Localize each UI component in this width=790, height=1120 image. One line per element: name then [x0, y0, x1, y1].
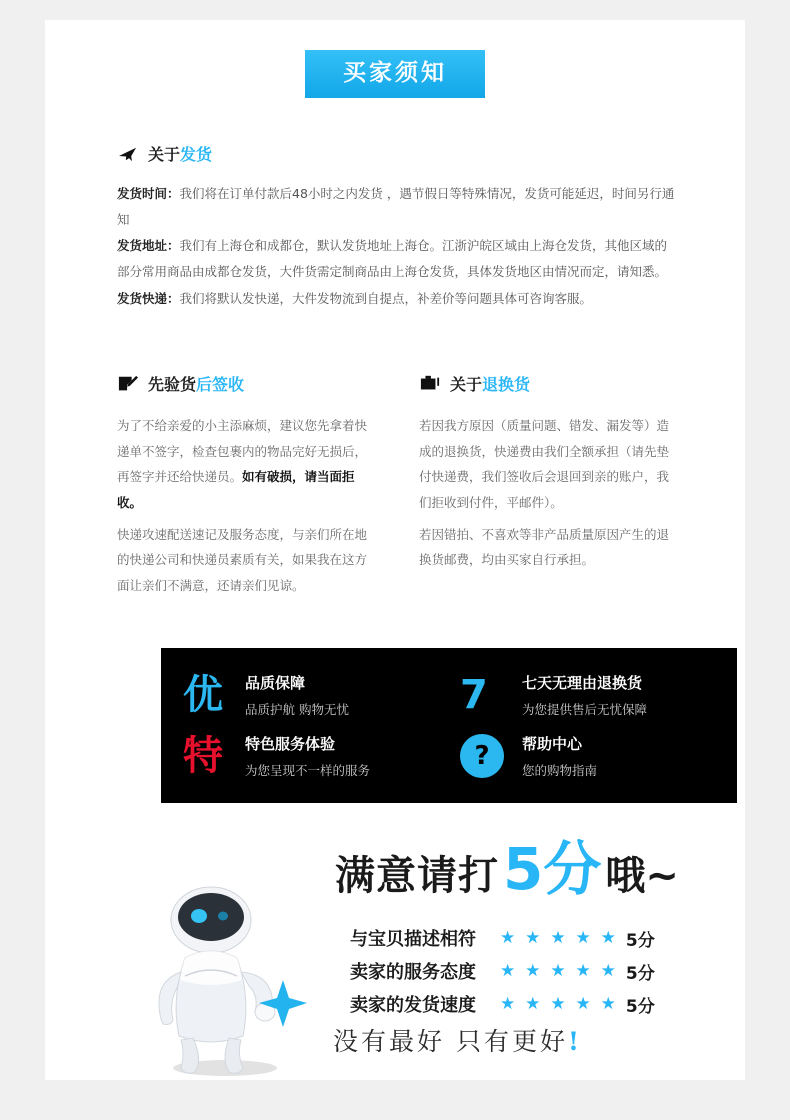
rating-row-label: 卖家的服务态度 — [350, 962, 476, 983]
return-heading-highlight: 退换货 — [482, 375, 531, 394]
inspect-paragraph — [117, 413, 377, 516]
feature-panel — [161, 648, 737, 803]
rating-row-score: 5分 — [625, 930, 655, 951]
feature-subtitle: 为您提供售后无忧保障 — [522, 701, 648, 717]
return-body — [419, 413, 679, 573]
rating-title-a: 满意请打 — [335, 853, 499, 899]
return-heading — [419, 372, 679, 395]
shipping-section — [117, 142, 677, 312]
question-mark-icon: ? — [460, 734, 504, 778]
rating-title-b: 5分 — [503, 835, 602, 903]
slogan — [333, 1022, 582, 1058]
rating-row-label: 卖家的发货速度 — [350, 995, 476, 1016]
feature-title: 品质保障 — [245, 673, 306, 692]
feature-title: 特色服务体验 — [245, 735, 336, 754]
rating-title — [335, 835, 679, 903]
feature-subtitle: 品质护航 购物无忧 — [245, 701, 349, 717]
rating-title-c: 哦~ — [605, 853, 679, 899]
seven-number-icon: 7 — [460, 671, 488, 718]
inspect-column — [117, 372, 377, 598]
shipping-heading-highlight: 发货 — [180, 145, 213, 164]
you-character-icon: 优 — [183, 671, 223, 718]
feature-subtitle: 为您呈现不一样的服务 — [245, 763, 371, 779]
return-paragraph-text: 若因我方原因（质量问题、错发、漏发等）造成的退换货，快递费由我们全额承担（请先垫付快递费，我们签收后会退回到亲的账户，我们拒收到付件，平邮件）。 — [419, 418, 670, 510]
return-heading-prefix: 关于 — [450, 375, 483, 394]
rating-row — [350, 958, 655, 984]
slogan-exclamation: ! — [567, 1027, 582, 1056]
airplane-icon — [117, 145, 139, 163]
two-column-section — [117, 372, 679, 598]
shipping-row-label: 发货快递： — [117, 290, 180, 306]
rating-row-score: 5分 — [625, 996, 655, 1017]
rating-row — [350, 991, 655, 1017]
inspect-body — [117, 413, 377, 598]
inspect-paragraph-strong: 如有破损，请当面拒收。 — [117, 469, 355, 510]
pen-document-icon — [117, 374, 139, 394]
return-paragraph-text: 若因错拍、不喜欢等非产品质量原因产生的退换货邮费，均由买家自行承担。 — [419, 526, 670, 568]
return-paragraph — [419, 522, 679, 573]
inspect-paragraph — [117, 522, 377, 599]
rating-row — [350, 925, 655, 951]
return-paragraph — [419, 413, 679, 516]
inspect-paragraph-text: 快递攻速配送速记及服务态度，与亲们所在地的快递公司和快递员素质有关，如果我在这方面让亲们不满意，还请亲们见谅。 — [117, 526, 368, 593]
feature-item — [183, 726, 460, 788]
inspect-heading-prefix: 先验货 — [148, 375, 197, 394]
return-column — [419, 372, 679, 598]
shipping-row — [117, 181, 677, 232]
inspect-heading — [117, 372, 377, 395]
flyer-page — [45, 20, 745, 1080]
feature-item — [183, 664, 460, 726]
feature-title: 七天无理由退换货 — [522, 673, 643, 692]
inspect-heading-highlight: 后签收 — [196, 375, 245, 394]
shipping-body — [117, 181, 677, 311]
shipping-row-label: 发货地址： — [117, 238, 180, 254]
shipping-row-text: 我们将默认发快递，大件发物流到自提点，补差价等问题具体可咨询客服。 — [179, 290, 593, 306]
robot-illustration — [145, 880, 320, 1084]
shipping-row-text: 我们有上海仓和成都仓，默认发货地址上海仓。江浙沪皖区域由上海仓发货，其他区域的部分常用商品由成都仓发货，大件货需定制商品由上海仓发货，具体发货地区由情况而定，请知悉。 — [117, 238, 668, 279]
te-character-icon: 特 — [183, 733, 223, 780]
shipping-row-text: 我们将在订单付款后48小时之内发货 ，遇节假日等特殊情况，发货可能延迟，时间另行通知 — [117, 186, 675, 227]
feature-item — [460, 726, 737, 788]
inspect-paragraph-text: 为了不给亲爱的小主添麻烦，建议您先拿着快递单不签字，检查包裹内的物品完好无损后，再签字并还给快递员。 — [117, 418, 368, 485]
rating-stars-icon: ★ ★ ★ ★ ★ — [500, 961, 618, 981]
shipping-heading-prefix: 关于 — [148, 145, 181, 164]
rating-rows — [350, 925, 655, 1024]
rating-row-label: 与宝贝描述相符 — [350, 929, 476, 950]
shipping-row-label: 发货时间： — [117, 186, 180, 201]
page-title: 买家须知 — [305, 50, 485, 98]
rating-row-score: 5分 — [625, 963, 655, 984]
feature-title: 帮助中心 — [522, 735, 583, 754]
shipping-row — [117, 233, 677, 284]
shipping-row — [117, 286, 677, 312]
box-icon — [419, 374, 441, 394]
feature-item — [460, 664, 737, 726]
rating-stars-icon: ★ ★ ★ ★ ★ — [500, 994, 618, 1014]
slogan-text: 没有最好 只有更好 — [333, 1027, 568, 1056]
rating-stars-icon: ★ ★ ★ ★ ★ — [500, 928, 618, 948]
shipping-heading — [117, 142, 677, 165]
feature-subtitle: 您的购物指南 — [522, 763, 598, 779]
banner-container — [45, 50, 745, 98]
